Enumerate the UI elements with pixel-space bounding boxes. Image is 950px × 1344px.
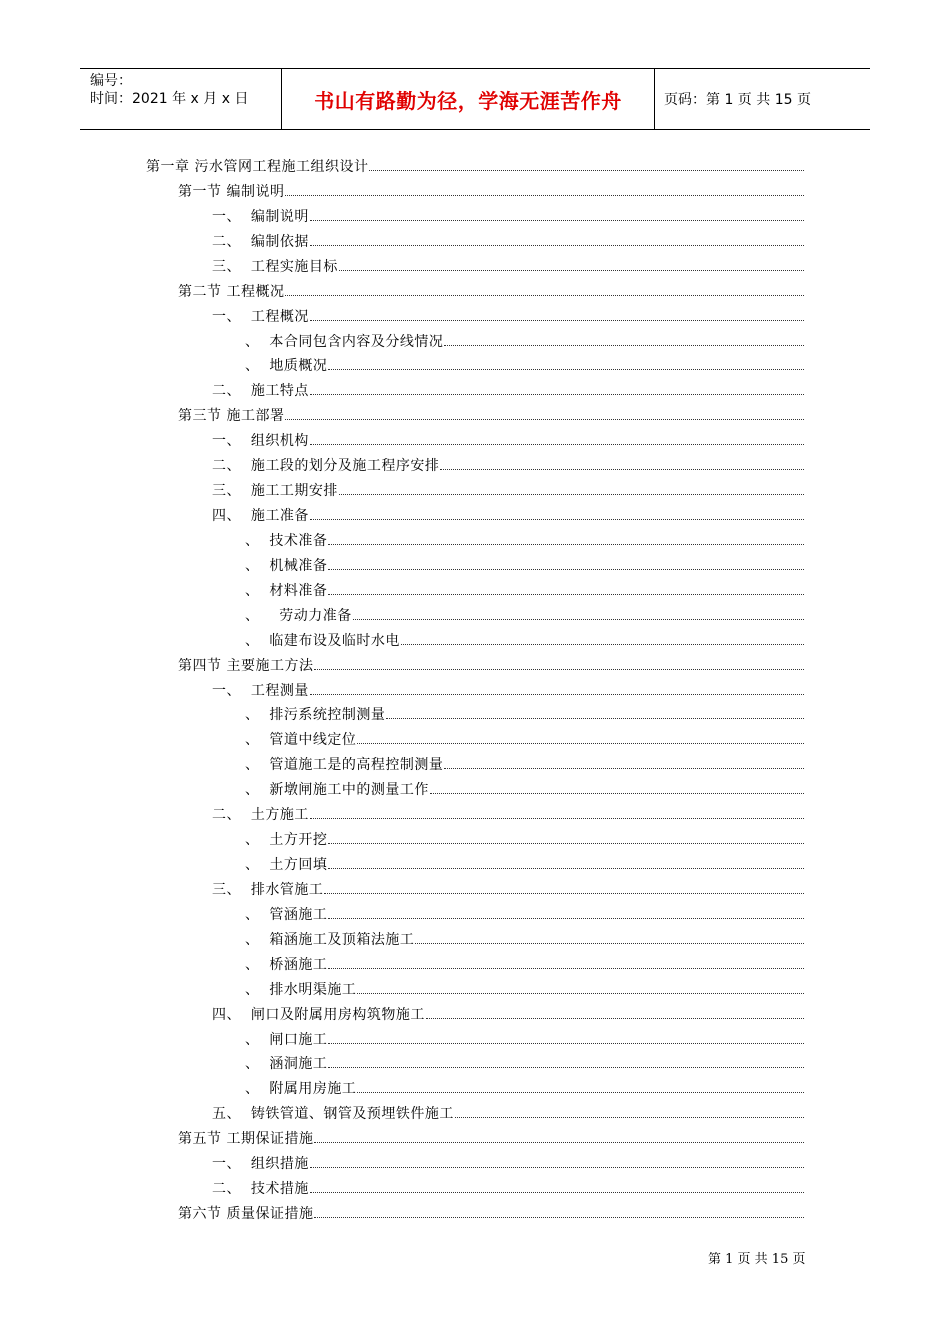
toc-entry-title: 第五节 工期保证措施 [178,1131,314,1148]
toc-entry[interactable] [178,281,804,301]
document-time: 时间：2021 年 x 月 x 日 [90,91,249,107]
toc-entry-title: 、 箱涵施工及顶箱法施工 [245,931,415,948]
toc-entry-title: 、 管道施工是的高程控制测量 [245,757,444,774]
toc-dot-leader [353,605,804,620]
toc-entry[interactable] [146,156,804,176]
toc-entry[interactable] [245,1053,804,1073]
toc-entry[interactable] [212,879,804,899]
toc-entry[interactable] [178,1203,804,1223]
toc-entry-title: 二、 技术措施 [212,1181,309,1198]
toc-entry-title: 、 附属用房施工 [245,1081,357,1098]
toc-dot-leader [310,206,804,221]
toc-dot-leader [328,1029,804,1044]
toc-dot-leader [328,555,804,570]
toc-entry-title: 、 地质概况 [245,358,328,375]
toc-entry-title: 、 材料准备 [245,582,328,599]
toc-entry-title: 、 技术准备 [245,532,328,549]
toc-dot-leader [285,405,804,420]
toc-entry-title: 一、 编制说明 [212,208,309,225]
toc-entry-title: 四、 闸口及附属用房构筑物施工 [212,1006,425,1023]
toc-entry-title: 、 涵洞施工 [245,1056,328,1073]
toc-entry[interactable] [245,929,804,949]
toc-entry-title: 第一章 污水管网工程施工组织设计 [146,159,369,175]
toc-entry[interactable] [245,605,804,625]
toc-dot-leader [310,380,804,395]
toc-entry[interactable] [212,1153,804,1173]
toc-entry-title: 、 机械准备 [245,557,328,574]
toc-entry-title: 三、 工程实施目标 [212,258,338,275]
toc-entry[interactable] [212,430,804,450]
toc-entry-title: 第六节 质量保证措施 [178,1206,314,1223]
toc-dot-leader [314,1203,804,1218]
toc-entry-title: 二、 施工段的划分及施工程序安排 [212,458,440,475]
toc-entry[interactable] [212,455,804,475]
toc-dot-leader [369,156,804,171]
toc-entry[interactable] [212,1178,804,1198]
toc-entry[interactable] [212,256,804,276]
toc-dot-leader [310,430,804,445]
toc-dot-leader [328,1053,804,1068]
toc-entry-title: 一、 组织措施 [212,1156,309,1173]
toc-entry-title: 、 管道中线定位 [245,732,357,749]
toc-entry[interactable] [212,1004,804,1024]
toc-entry-title: 一、 组织机构 [212,433,309,450]
toc-dot-leader [310,680,804,695]
toc-dot-leader [328,580,804,595]
toc-dot-leader [401,630,804,645]
toc-entry[interactable] [245,854,804,874]
toc-entry-title: 、 管涵施工 [245,906,328,923]
toc-entry[interactable] [245,704,804,724]
toc-dot-leader [455,1103,804,1118]
toc-entry[interactable] [178,655,804,675]
toc-entry[interactable] [245,580,804,600]
toc-entry-title: 、 排水明渠施工 [245,981,357,998]
toc-entry[interactable] [178,1128,804,1148]
toc-dot-leader [310,1153,804,1168]
toc-dot-leader [328,530,804,545]
toc-dot-leader [444,331,804,346]
toc-dot-leader [339,480,804,495]
toc-entry[interactable] [245,754,804,774]
toc-entry[interactable] [245,555,804,575]
toc-dot-leader [328,854,804,869]
toc-entry-title: 二、 施工特点 [212,383,309,400]
toc-entry[interactable] [245,630,804,650]
header-divider [654,69,655,129]
toc-entry-title: 第一节 编制说明 [178,183,285,200]
toc-entry[interactable] [245,954,804,974]
toc-entry[interactable] [212,480,804,500]
toc-entry[interactable] [245,979,804,999]
toc-dot-leader [386,704,804,719]
toc-entry-title: 二、 编制依据 [212,233,309,250]
toc-entry[interactable] [245,829,804,849]
toc-dot-leader [444,754,804,769]
toc-entry-title: 、 本合同包含内容及分线情况 [245,333,444,350]
toc-entry[interactable] [245,331,804,351]
toc-dot-leader [310,1178,804,1193]
toc-dot-leader [310,231,804,246]
header-meta [90,72,248,108]
footer-page-number: 第 1 页 共 15 页 [708,1252,806,1267]
toc-entry-title: 第四节 主要施工方法 [178,657,314,674]
toc-dot-leader [285,181,804,196]
toc-entry[interactable] [245,1078,804,1098]
toc-entry[interactable] [212,680,804,700]
toc-dot-leader [328,355,804,370]
toc-dot-leader [328,904,804,919]
toc-dot-leader [415,929,804,944]
toc-entry-title: 、 闸口施工 [245,1031,328,1048]
toc-entry-title: 、 临建布设及临时水电 [245,632,400,649]
document-number-label: 编号： [90,73,132,89]
toc-entry[interactable] [245,779,804,799]
toc-entry[interactable] [212,380,804,400]
toc-entry[interactable] [212,804,804,824]
toc-dot-leader [314,1128,804,1143]
toc-entry[interactable] [212,1103,804,1123]
toc-entry-title: 三、 排水管施工 [212,881,324,898]
toc-dot-leader [310,306,804,321]
toc-entry-title: 四、 施工准备 [212,508,309,525]
toc-entry-title: 、 新墩闸施工中的测量工作 [245,782,429,799]
toc-dot-leader [310,505,804,520]
toc-dot-leader [357,729,804,744]
toc-dot-leader [285,281,804,296]
toc-dot-leader [426,1004,804,1019]
toc-entry[interactable] [212,206,804,226]
toc-entry[interactable] [178,405,804,425]
toc-entry-title: 第三节 施工部署 [178,408,285,425]
toc-entry-title: 、 土方开挖 [245,832,328,849]
toc-entry-title: 一、 工程概况 [212,308,309,325]
toc-entry-title: 、 桥涵施工 [245,956,328,973]
toc-dot-leader [357,979,804,994]
page-header [80,68,870,130]
toc-dot-leader [328,829,804,844]
toc-entry-title: 一、 工程测量 [212,682,309,699]
toc-entry-title: 五、 铸铁管道、钢管及预埋铁件施工 [212,1106,454,1123]
toc-entry-title: 、 排污系统控制测量 [245,707,386,724]
toc-entry[interactable] [178,181,804,201]
toc-entry[interactable] [245,904,804,924]
toc-entry-title: 第二节 工程概况 [178,283,285,300]
toc-entry[interactable] [245,530,804,550]
toc-entry[interactable] [212,306,804,326]
toc-dot-leader [430,779,804,794]
toc-entry-title: 三、 施工工期安排 [212,483,338,500]
toc-dot-leader [324,879,804,894]
toc-entry[interactable] [245,729,804,749]
toc-entry-title: 、 劳动力准备 [245,607,352,624]
toc-dot-leader [440,455,804,470]
toc-entry[interactable] [245,1029,804,1049]
toc-dot-leader [314,655,804,670]
toc-dot-leader [328,954,804,969]
toc-dot-leader [310,804,804,819]
toc-entry-title: 、 土方回填 [245,857,328,874]
header-motto: 书山有路勤为径，学海无涯苦作舟 [314,88,622,113]
toc-dot-leader [357,1078,804,1093]
toc-entry-title: 二、 土方施工 [212,807,309,824]
header-page-number: 页码：第 1 页 共 15 页 [664,92,811,108]
toc-entry[interactable] [212,231,804,251]
toc-entry[interactable] [245,355,804,375]
toc-dot-leader [339,256,804,271]
toc-entry[interactable] [212,505,804,525]
